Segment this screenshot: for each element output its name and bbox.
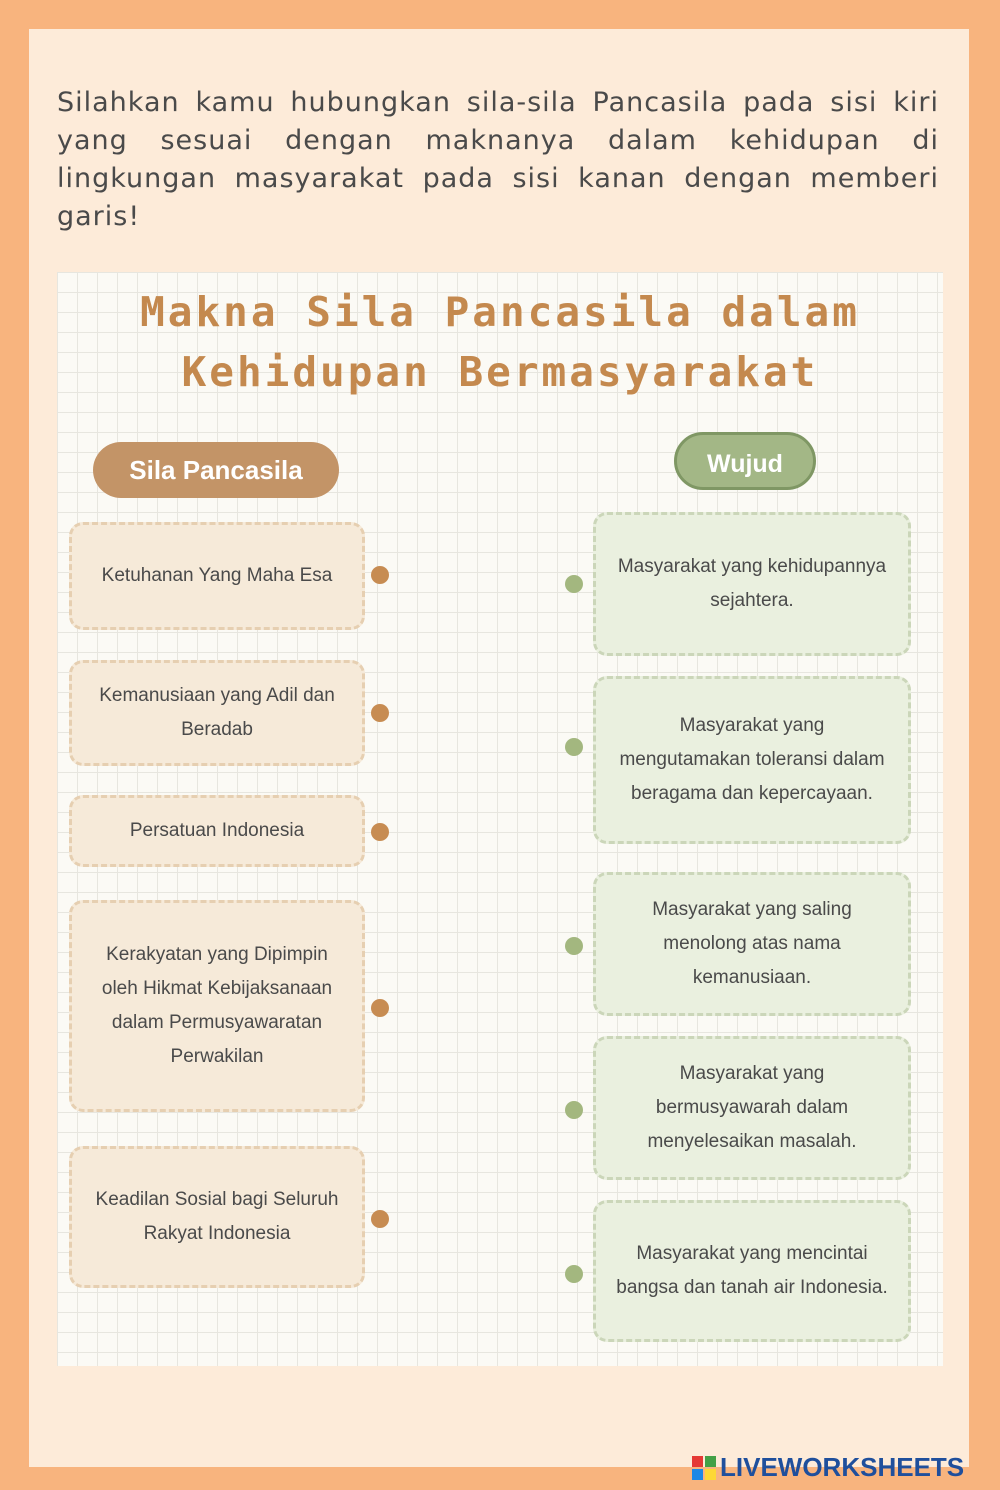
sila-card-3 bbox=[69, 795, 365, 867]
wujud-label: Masyarakat yang mencintai bangsa dan tanah air Indonesia. bbox=[616, 1243, 888, 1298]
sila-connector-dot-3[interactable] bbox=[371, 823, 389, 841]
liveworksheets-logo bbox=[692, 1452, 964, 1483]
sila-card-5 bbox=[69, 1146, 365, 1288]
wujud-card-2 bbox=[593, 676, 911, 844]
wujud-connector-dot-1[interactable] bbox=[565, 575, 583, 593]
wujud-connector-dot-3[interactable] bbox=[565, 937, 583, 955]
wujud-card-4 bbox=[593, 1036, 911, 1180]
sila-card-1 bbox=[69, 522, 365, 630]
right-column-header: Wujud bbox=[674, 432, 816, 490]
sila-label: Kerakyatan yang Dipimpin oleh Hikmat Kebijaksanaan dalam Permusyawaratan Perwakilan bbox=[101, 944, 333, 1067]
wujud-card-1 bbox=[593, 512, 911, 656]
title-line-2: Kehidupan Bermasyarakat bbox=[181, 348, 819, 396]
wujud-label: Masyarakat yang mengutamakan toleransi dalam beragama dan kepercayaan. bbox=[619, 715, 885, 804]
sila-card-4 bbox=[69, 900, 365, 1112]
wujud-connector-dot-2[interactable] bbox=[565, 738, 583, 756]
wujud-label: Masyarakat yang bermusyawarah dalam menyelesaikan masalah. bbox=[647, 1063, 857, 1152]
brand-name: LIVEWORKSHEETS bbox=[720, 1452, 965, 1482]
sila-card-2 bbox=[69, 660, 365, 766]
sila-label: Keadilan Sosial bagi Seluruh Rakyat Indonesia bbox=[95, 1189, 339, 1244]
sila-connector-dot-4[interactable] bbox=[371, 999, 389, 1017]
sila-label: Persatuan Indonesia bbox=[129, 820, 305, 841]
wujud-card-5 bbox=[593, 1200, 911, 1342]
wujud-label: Masyarakat yang saling menolong atas nama kemanusiaan. bbox=[652, 899, 852, 988]
sila-connector-dot-1[interactable] bbox=[371, 566, 389, 584]
sila-label: Kemanusiaan yang Adil dan Beradab bbox=[99, 685, 335, 740]
sila-connector-dot-5[interactable] bbox=[371, 1210, 389, 1228]
matching-worksheet bbox=[57, 272, 943, 1366]
wujud-label: Masyarakat yang kehidupannya sejahtera. bbox=[617, 556, 887, 611]
worksheet-title bbox=[57, 282, 943, 402]
sila-label: Ketuhanan Yang Maha Esa bbox=[101, 565, 333, 586]
title-line-1: Makna Sila Pancasila dalam bbox=[140, 288, 860, 336]
instruction-text: Silahkan kamu hubungkan sila-sila Pancasila pada sisi kiri yang sesuai dengan maknanya dalam kehidupan di lingkungan masyarakat pada sisi kanan dengan memberi garis! bbox=[57, 87, 939, 232]
liveworksheets-icon bbox=[692, 1456, 716, 1480]
left-column-header: Sila Pancasila bbox=[93, 442, 339, 498]
wujud-connector-dot-4[interactable] bbox=[565, 1101, 583, 1119]
wujud-card-3 bbox=[593, 872, 911, 1016]
wujud-connector-dot-5[interactable] bbox=[565, 1265, 583, 1283]
sila-connector-dot-2[interactable] bbox=[371, 704, 389, 722]
